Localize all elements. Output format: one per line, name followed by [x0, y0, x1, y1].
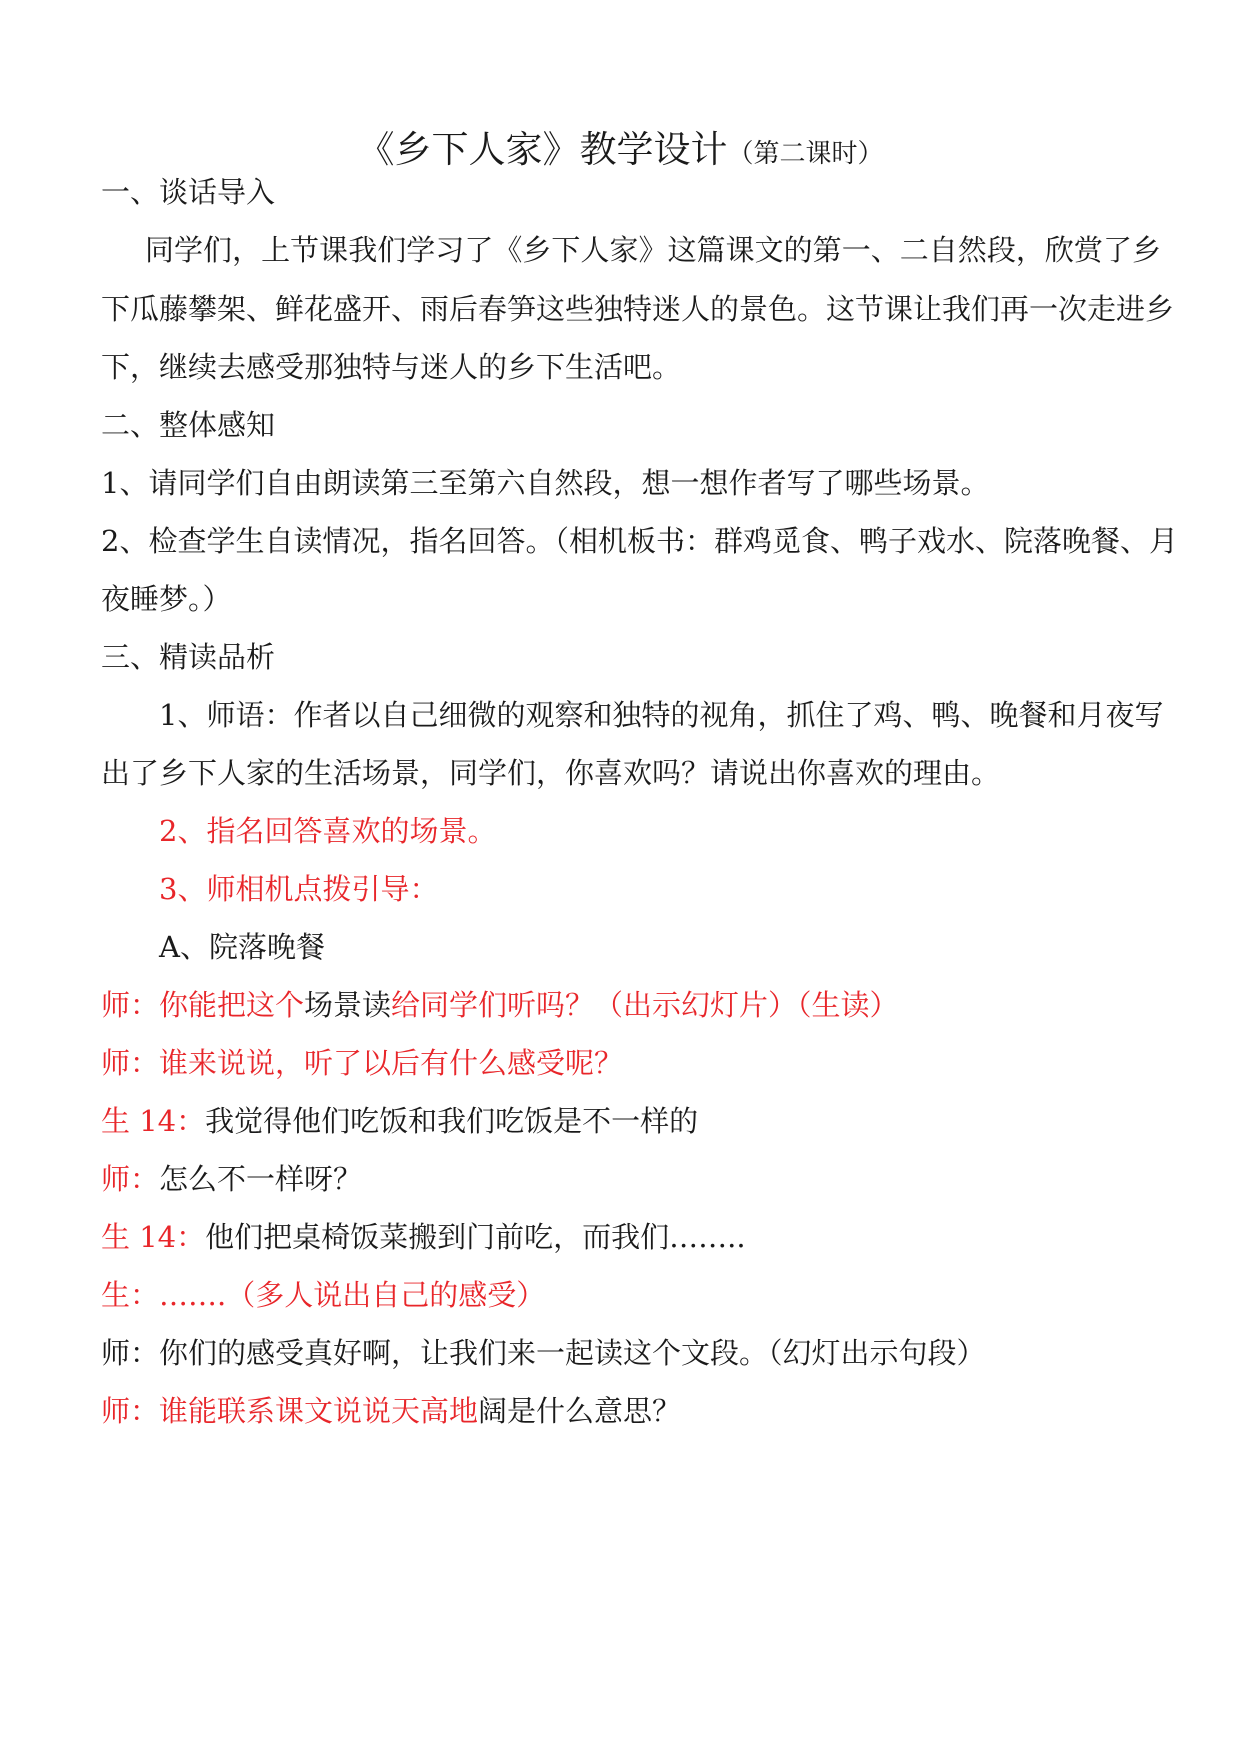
dialogue-line: [101, 1101, 1161, 1141]
dialogue-line: [101, 1159, 1161, 1199]
list-item: 1、师语：作者以自己细微的观察和独特的视角，抓住了鸡、鸭、晚餐和月夜写: [159, 698, 1164, 732]
dialogue-text: 给同学们听吗？（出示幻灯片）（生读）: [391, 988, 899, 1022]
dialogue-text: 师：谁能联系课文说说天高地: [101, 1394, 479, 1428]
dialogue-text: 师：你能把这个: [101, 988, 305, 1022]
paragraph-line: 下，继续去感受那独特与迷人的乡下生活吧。: [101, 350, 682, 384]
title-suffix: （第二课时）: [727, 139, 884, 169]
paragraph-line: 下瓜藤攀架、鲜花盛开、雨后春笋这些独特迷人的景色。这节课让我们再一次走进乡: [101, 292, 1175, 326]
dialogue-line: 生：…….（多人说出自己的感受）: [101, 1278, 546, 1312]
sub-heading: A、院落晚餐: [159, 930, 325, 964]
list-item-highlight: 3、师相机点拨引导：: [159, 872, 439, 906]
dialogue-line: 师：谁来说说，听了以后有什么感受呢？: [101, 1046, 624, 1080]
section-heading-1: 一、谈话导入: [101, 175, 276, 209]
dialogue-text: 场景读: [304, 988, 392, 1022]
section-heading-3: 三、精读品析: [101, 640, 276, 674]
list-item: 1、请同学们自由朗读第三至第六自然段，想一想作者写了哪些场景。: [101, 466, 990, 500]
dialogue-line: [101, 1217, 1161, 1257]
speaker-label: 生 14：: [101, 1220, 206, 1254]
document-title: [0, 125, 1241, 179]
title-main: 《乡下人家》教学设计: [357, 128, 728, 171]
dialogue-text: 我觉得他们吃饭和我们吃饭是不一样的: [205, 1104, 699, 1138]
dialogue-line: 师：你们的感受真好啊，让我们来一起读这个文段。（幻灯出示句段）: [101, 1336, 986, 1370]
list-item: 2、检查学生自读情况，指名回答。（相机板书：群鸡觅食、鸭子戏水、院落晚餐、月: [101, 524, 1178, 558]
list-item-highlight: 2、指名回答喜欢的场景。: [159, 814, 497, 848]
dialogue-line: [101, 1391, 1161, 1431]
section-heading-2: 二、整体感知: [101, 408, 276, 442]
speaker-label: 生 14：: [101, 1104, 206, 1138]
dialogue-line: [101, 985, 1161, 1025]
list-item-continuation: 夜睡梦。）: [101, 582, 232, 616]
list-item-continuation: 出了乡下人家的生活场景，同学们，你喜欢吗？请说出你喜欢的理由。: [101, 756, 1001, 790]
dialogue-text: 他们把桌椅饭菜搬到门前吃，而我们……..: [205, 1220, 746, 1254]
dialogue-text: 阔是什么意思？: [478, 1394, 682, 1428]
paragraph-line: 同学们，上节课我们学习了《乡下人家》这篇课文的第一、二自然段，欣赏了乡: [145, 233, 1161, 267]
speaker-label: 师：: [101, 1162, 160, 1196]
dialogue-text: 怎么不一样呀？: [159, 1162, 363, 1196]
